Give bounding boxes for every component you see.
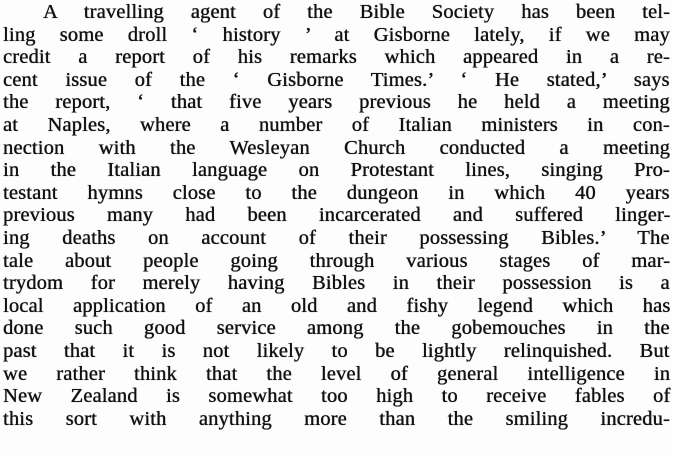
article-line: ling some droll ‘ history ’ at Gisborne lately, if we may — [3, 23, 670, 46]
article-line: nection with the Wesleyan Church conducted a meeting — [3, 136, 671, 159]
article-line: trydom for merely having Bibles in their possession is a — [3, 272, 670, 295]
article-line: in the Italian language on Protestant lines, singing Pro- — [3, 159, 670, 182]
article-line: testant hymns close to the dungeon in which 40 years — [3, 181, 670, 204]
article-line: we rather think that the level of general intelligence in — [3, 362, 671, 385]
article-line: previous many had been incarcerated and suffered linger- — [3, 204, 671, 227]
article-line: past that it is not likely to be lightly relinquished. But — [3, 339, 670, 362]
article-line: done such good service among the gobemouches in the — [3, 317, 670, 340]
article-line: A travelling agent of the Bible Society has been tel- — [43, 1, 671, 23]
article-line: local application of an old and fishy legend which has — [3, 294, 671, 317]
article-column — [3, 1, 670, 430]
article-line: cent issue of the ‘ Gisborne Times.’ ‘ He stated,’ says — [3, 68, 670, 91]
article-line: the report, ‘ that five years previous he held a meeting — [3, 91, 670, 114]
article-line: credit a report of his remarks which appeared in a re- — [3, 46, 670, 69]
article-line: New Zealand is somewhat too high to receive fables of — [3, 385, 671, 408]
article-line: at Naples, where a number of Italian ministers in con- — [3, 113, 670, 136]
article-line: tale about people going through various stages of mar- — [3, 249, 671, 272]
article-line: ing deaths on account of their possessing Bibles.’ The — [3, 226, 670, 249]
article-line: this sort with anything more than the smiling incredu- — [3, 407, 670, 430]
